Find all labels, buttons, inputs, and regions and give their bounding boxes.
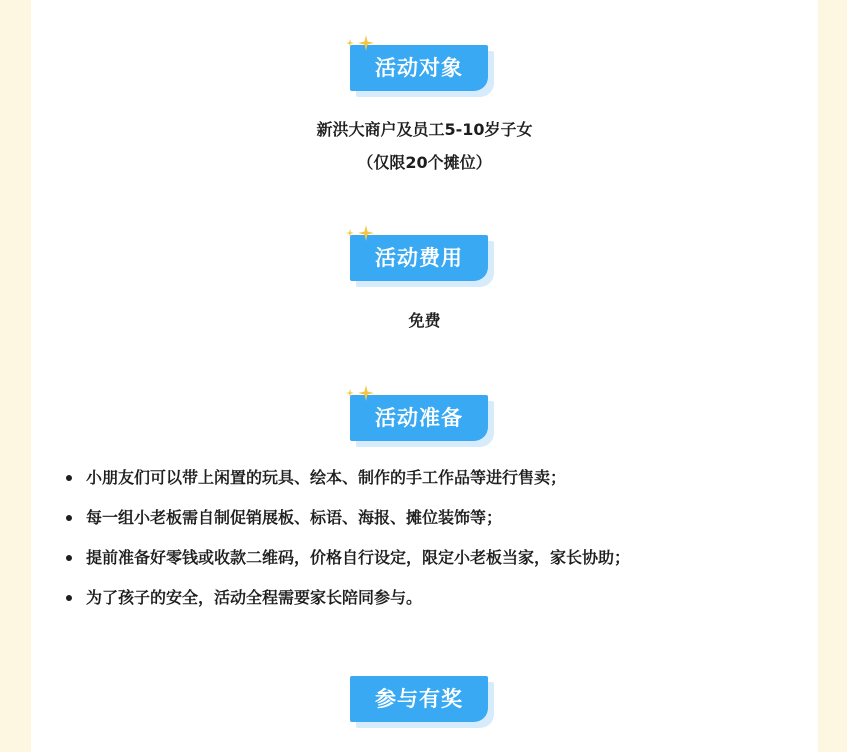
bullet-dot — [66, 515, 72, 521]
list-item — [62, 458, 802, 498]
target-line-1: 新洪大商户及员工5-10岁子女 — [316, 120, 533, 139]
list-item-text: 提前准备好零钱或收款二维码，价格自行设定，限定小老板当家，家长协助； — [86, 548, 631, 567]
sparkle-icon — [344, 33, 374, 57]
list-item-text: 小朋友们可以带上闲置的玩具、绘本、制作的手工作品等进行售卖； — [86, 468, 567, 487]
bullet-dot — [66, 475, 72, 481]
section-tag-target — [350, 45, 488, 91]
section-title-prep: 活动准备 — [350, 395, 488, 441]
section-title-prize: 参与有奖 — [350, 676, 488, 722]
bullet-dot — [66, 555, 72, 561]
fee-text: 免费 — [408, 311, 441, 330]
bullet-dot — [66, 595, 72, 601]
list-item — [62, 578, 802, 618]
target-line-2: （仅限20个摊位） — [357, 153, 492, 172]
sparkle-icon — [344, 223, 374, 247]
section-title-target: 活动对象 — [350, 45, 488, 91]
list-item-text: 为了孩子的安全，活动全程需要家长陪同参与。 — [86, 588, 423, 607]
section-tag-prize — [350, 676, 488, 722]
section-tag-prep — [350, 395, 488, 441]
sparkle-icon — [344, 383, 374, 407]
section-tag-fee — [350, 235, 488, 281]
list-item — [62, 538, 802, 578]
section-title-fee: 活动费用 — [350, 235, 488, 281]
content-card — [31, 0, 818, 752]
list-item — [62, 498, 802, 538]
list-item-text: 每一组小老板需自制促销展板、标语、海报、摊位装饰等； — [86, 508, 503, 527]
prep-list — [62, 458, 802, 618]
